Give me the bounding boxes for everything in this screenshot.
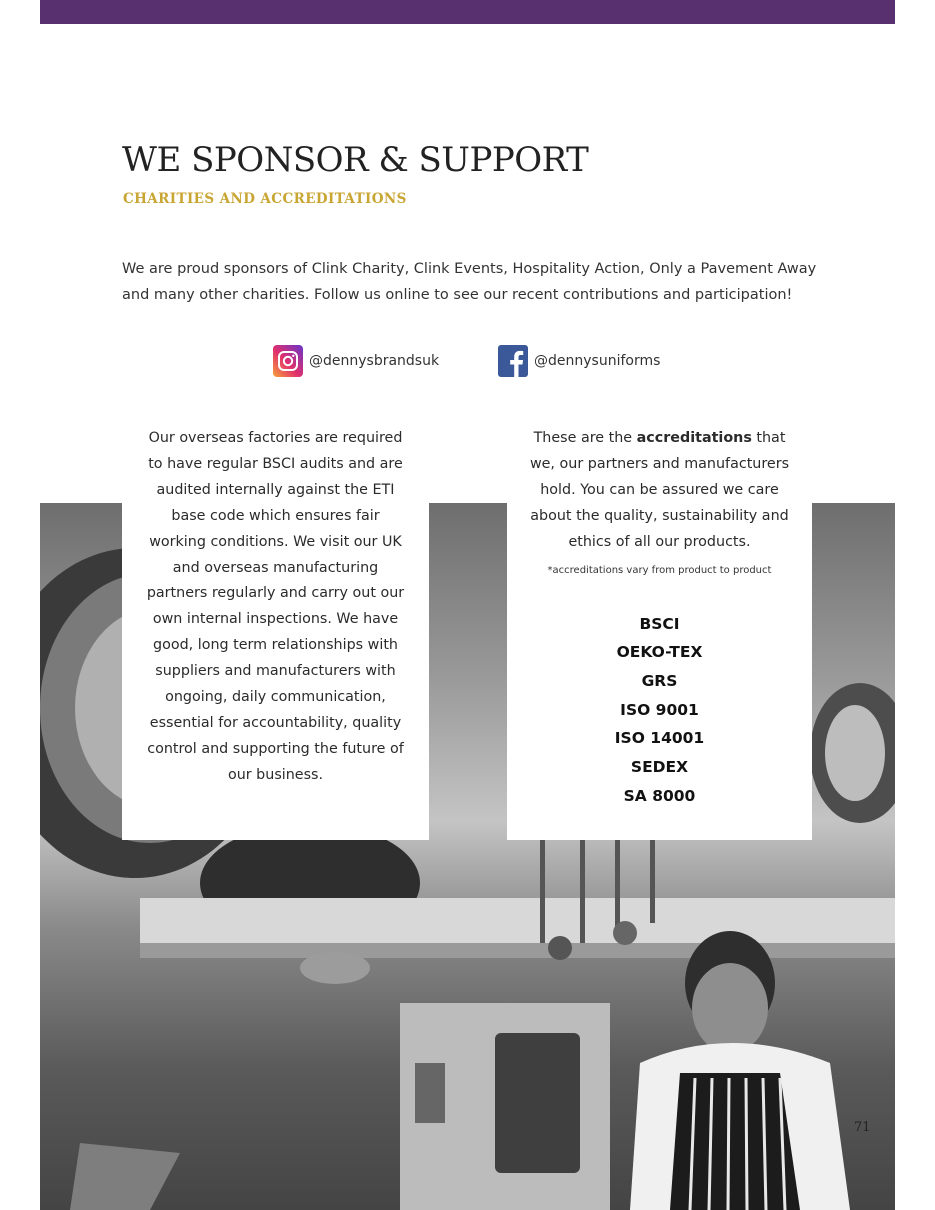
- intro-paragraph: We are proud sponsors of Clink Charity, Clink Events, Hospitality Action, Only a Pavement Away and many other charities. Follow us online to see our recent contributions and participation!: [122, 261, 817, 303]
- instagram-link[interactable]: [273, 345, 439, 377]
- accreditations-intro: [519, 426, 800, 556]
- facebook-link[interactable]: [498, 345, 660, 377]
- instagram-handle: @dennysbrandsuk: [309, 353, 440, 369]
- page-number: 71: [854, 1120, 871, 1135]
- instagram-icon: [273, 345, 303, 377]
- factories-text: Our overseas factories are required to have regular BSCI audits and are audited internally against the ETI base code which ensures fair working conditions. We visit our UK and overseas manufacturing partners regularly and carry out our own internal inspections. We have good, long term relationships with suppliers and manufacturers with ongoing, daily communication, essential for accountability, quality control and supporting the future of our business.: [146, 430, 405, 783]
- accreditation-item: GRS: [641, 671, 678, 690]
- accreditation-item: SA 8000: [623, 786, 696, 805]
- accreditations-note: *accreditations vary from product to product: [547, 564, 772, 576]
- page-title: WE SPONSOR & SUPPORT: [122, 140, 589, 180]
- accreditation-item: ISO 14001: [614, 729, 705, 748]
- accreditation-item: BSCI: [639, 614, 680, 633]
- accreditations-intro-before: These are the: [533, 430, 637, 446]
- page-subtitle: CHARITIES AND ACCREDITATIONS: [123, 191, 407, 207]
- accreditation-item: SEDEX: [630, 758, 689, 777]
- accreditations-intro-after: that we, our partners and manufacturers hold. You can be assured we care about the quality, sustainability and ethics of all our products.: [529, 430, 790, 550]
- facebook-handle: @dennysuniforms: [534, 353, 661, 369]
- accreditation-item: ISO 9001: [620, 700, 699, 719]
- accreditations-list: [519, 610, 800, 811]
- accreditations-intro-bold: accreditations: [636, 430, 752, 446]
- factories-card: [122, 420, 429, 840]
- facebook-icon: [498, 345, 528, 377]
- top-bar: [40, 0, 895, 24]
- accreditation-item: OEKO-TEX: [616, 643, 703, 662]
- accreditations-card: [507, 420, 812, 840]
